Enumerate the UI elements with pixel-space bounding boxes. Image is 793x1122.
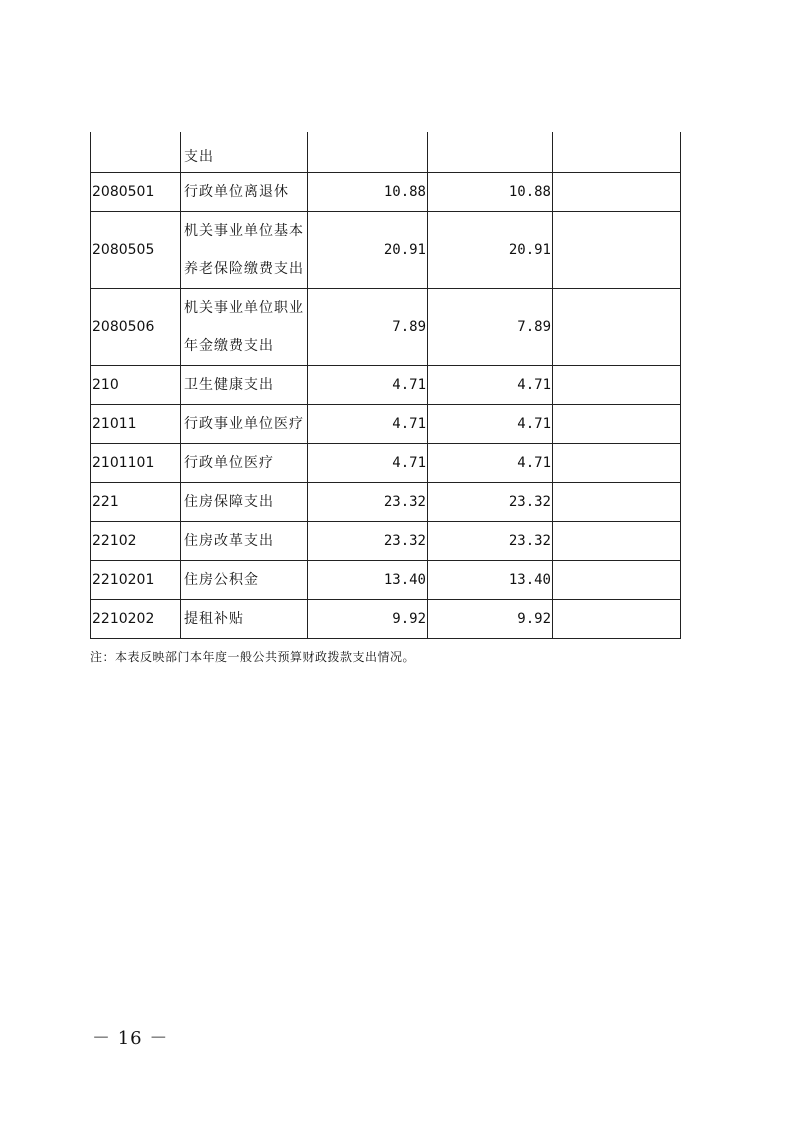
function-code-cell: 22102 — [91, 521, 181, 560]
function-code-cell: 2080506 — [91, 288, 181, 365]
amount-cell: 4.71 — [308, 365, 428, 404]
table-row — [91, 365, 681, 404]
function-code-cell — [91, 132, 181, 172]
item-name-line: 年金缴费支出 — [184, 337, 274, 354]
item-name-cell — [181, 288, 308, 365]
amount-cell: 9.92 — [428, 599, 553, 638]
table-body — [91, 132, 681, 638]
item-name-cell — [181, 132, 308, 172]
function-code-cell: 221 — [91, 482, 181, 521]
amount-cell — [553, 482, 681, 521]
item-name-line: 住房改革支出 — [184, 532, 274, 549]
item-name-cell — [181, 443, 308, 482]
item-name-line: 行政事业单位医疗 — [184, 415, 304, 432]
table-row — [91, 404, 681, 443]
item-name-cell — [181, 365, 308, 404]
amount-cell: 23.32 — [428, 482, 553, 521]
item-name-line: 养老保险缴费支出 — [184, 260, 304, 277]
item-name-cell — [181, 521, 308, 560]
amount-cell: 9.92 — [308, 599, 428, 638]
function-code-cell: 2080501 — [91, 172, 181, 211]
amount-cell — [308, 132, 428, 172]
amount-cell: 13.40 — [428, 560, 553, 599]
amount-cell: 4.71 — [308, 443, 428, 482]
amount-cell: 23.32 — [308, 521, 428, 560]
table-row — [91, 172, 681, 211]
amount-cell: 7.89 — [428, 288, 553, 365]
function-code-cell: 210 — [91, 365, 181, 404]
budget-expenditure-table — [90, 132, 681, 639]
table-footnote: 注：本表反映部门本年度一般公共预算财政拨款支出情况。 — [90, 650, 416, 664]
amount-cell: 4.71 — [308, 404, 428, 443]
amount-cell: 23.32 — [308, 482, 428, 521]
item-name-line: 住房公积金 — [184, 571, 259, 588]
table-row — [91, 132, 681, 172]
amount-cell — [553, 132, 681, 172]
amount-cell — [553, 365, 681, 404]
table-row — [91, 521, 681, 560]
item-name-line: 支出 — [184, 148, 214, 165]
function-code-cell: 2101101 — [91, 443, 181, 482]
function-code-cell: 2080505 — [91, 211, 181, 288]
amount-cell: 10.88 — [428, 172, 553, 211]
amount-cell: 10.88 — [308, 172, 428, 211]
item-name-line: 提租补贴 — [184, 610, 244, 627]
item-name-cell — [181, 172, 308, 211]
table-row — [91, 599, 681, 638]
amount-cell: 23.32 — [428, 521, 553, 560]
amount-cell: 4.71 — [428, 443, 553, 482]
item-name-line: 机关事业单位职业 — [184, 299, 304, 316]
item-name-cell — [181, 404, 308, 443]
table-row — [91, 211, 681, 288]
amount-cell — [553, 404, 681, 443]
amount-cell — [553, 560, 681, 599]
function-code-cell: 2210202 — [91, 599, 181, 638]
amount-cell — [553, 599, 681, 638]
item-name-line: 机关事业单位基本 — [184, 222, 304, 239]
amount-cell: 20.91 — [308, 211, 428, 288]
amount-cell — [428, 132, 553, 172]
table-row — [91, 288, 681, 365]
amount-cell: 4.71 — [428, 365, 553, 404]
function-code-cell: 2210201 — [91, 560, 181, 599]
amount-cell: 7.89 — [308, 288, 428, 365]
function-code-cell: 21011 — [91, 404, 181, 443]
item-name-cell — [181, 560, 308, 599]
amount-cell: 4.71 — [428, 404, 553, 443]
table-row — [91, 443, 681, 482]
amount-cell: 13.40 — [308, 560, 428, 599]
amount-cell: 20.91 — [428, 211, 553, 288]
item-name-line: 行政单位医疗 — [184, 454, 274, 471]
item-name-cell — [181, 599, 308, 638]
page-number: － 16 － — [92, 1028, 169, 1049]
amount-cell — [553, 211, 681, 288]
table-row — [91, 482, 681, 521]
amount-cell — [553, 288, 681, 365]
item-name-line: 住房保障支出 — [184, 493, 274, 510]
table-row — [91, 560, 681, 599]
item-name-cell — [181, 482, 308, 521]
item-name-line: 行政单位离退休 — [184, 183, 289, 200]
amount-cell — [553, 521, 681, 560]
amount-cell — [553, 443, 681, 482]
amount-cell — [553, 172, 681, 211]
item-name-cell — [181, 211, 308, 288]
item-name-line: 卫生健康支出 — [184, 376, 274, 393]
